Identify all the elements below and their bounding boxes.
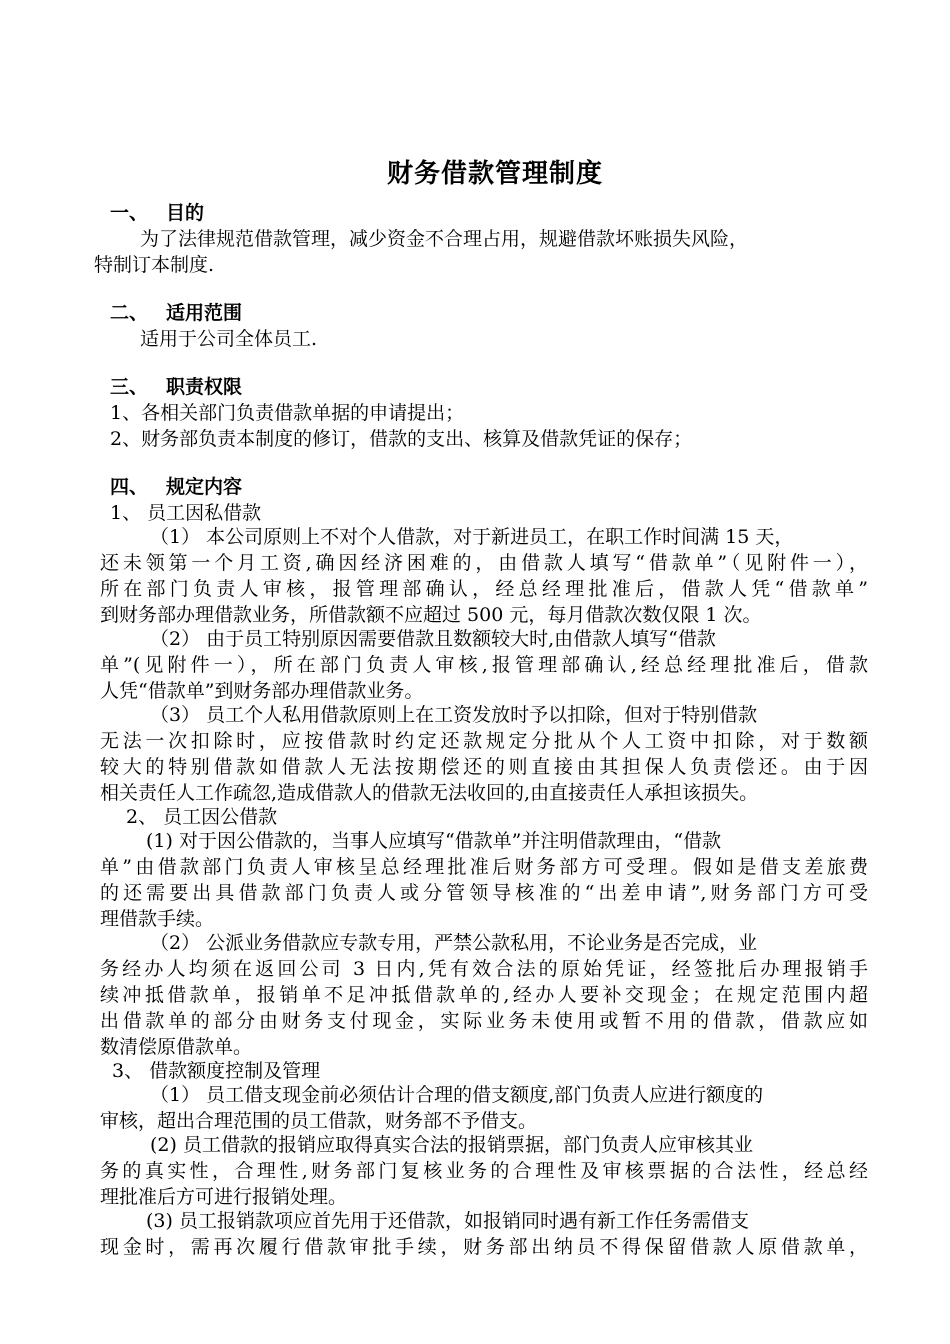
section-number: 四、 <box>110 476 149 498</box>
body-line: （1） 本公司原则上不对个人借款，对于新进员工，在职工作时间满 15 天， <box>150 526 794 548</box>
body-line: 所在部门负责人审核，报管理部确认，经总经理批准后，借款人凭“借款单” <box>100 578 868 600</box>
body-line: (3) 员工报销款项应首先用于还借款，如报销同时遇有新工作任务需借支 <box>146 1210 749 1232</box>
body-line: (2) 员工借款的报销应取得真实合法的报销票据，部门负责人应审核其业 <box>150 1134 753 1156</box>
body-line: 无法一次扣除时，应按借款时约定还款规定分批从个人工资中扣除，对于数额 <box>100 730 868 752</box>
subsection-heading-private-loan: 1、 员工因私借款 <box>110 502 262 524</box>
body-line: 务经办人均须在返回公司 3 日内,凭有效合法的原始凭证，经签批后办理报销手 <box>100 958 868 980</box>
body-line: 2、财务部负责本制度的修订，借款的支出、核算及借款凭证的保存； <box>110 428 693 450</box>
body-line: 单”(见附件一），所在部门负责人审核,报管理部确认,经总经理批准后，借款 <box>100 654 868 676</box>
section-title: 适用范围 <box>166 302 243 324</box>
body-line: 理借款手续。 <box>100 908 215 930</box>
body-line: 还未领第一个月工资,确因经济困难的，由借款人填写“借款单”（见附件一）， <box>100 552 868 574</box>
body-line: 1、各相关部门负责借款单据的申请提出； <box>110 402 465 424</box>
body-line: (1) 对于因公借款的，当事人应填写“借款单”并注明借款理由，“借款 <box>146 830 722 852</box>
body-line: 续冲抵借款单，报销单不足冲抵借款单的,经办人要补交现金；在规定范围内超 <box>100 984 868 1006</box>
body-line: （3） 员工个人私用借款原则上在工资发放时予以扣除，但对于特别借款 <box>150 704 758 726</box>
body-line: 相关责任人工作疏忽,造成借款人的借款无法收回的,由直接责任人承担该损失。 <box>100 782 759 804</box>
section-heading-responsibilities <box>110 374 242 400</box>
body-line: 适用于公司全体员工. <box>140 328 318 350</box>
section-number: 三、 <box>110 376 149 398</box>
body-line: 审核，超出合理范围的员工借款，财务部不予借支。 <box>100 1110 538 1132</box>
subsection-heading-loan-limit: 3、 借款额度控制及管理 <box>112 1060 321 1082</box>
document-title: 财务借款管理制度 <box>386 159 603 189</box>
body-line: 人凭“借款单”到财务部办理借款业务。 <box>100 680 424 702</box>
body-line: 单”由借款部门负责人审核呈总经理批准后财务部方可受理。假如是借支差旅费 <box>100 856 868 878</box>
body-line: 特制订本制度. <box>94 254 215 276</box>
body-line: （1） 员工借支现金前必须估计合理的借支额度,部门负责人应进行额度的 <box>150 1084 764 1106</box>
body-line: 较大的特别借款如借款人无法按期偿还的则直接由其担保人负责偿还。由于因 <box>100 756 868 778</box>
section-heading-scope <box>110 300 242 326</box>
section-title: 职责权限 <box>166 376 243 398</box>
section-heading-regulations <box>110 474 242 500</box>
section-title: 目的 <box>166 202 205 224</box>
body-line: 出借款单的部分由财务支付现金，实际业务未使用或暂不用的借款，借款应如 <box>100 1010 868 1032</box>
body-line: 现金时，需再次履行借款审批手续，财务部出纳员不得保留借款人原借款单， <box>100 1236 868 1258</box>
section-number: 一、 <box>110 202 149 224</box>
body-line: 到财务部办理借款业务，所借款额不应超过 500 元，每月借款次数仅限 1 次。 <box>100 604 762 626</box>
body-line: 理批准后方可进行报销处理。 <box>100 1186 348 1208</box>
body-line: 为了法律规范借款管理，减少资金不合理占用，规避借款坏账损失风险， <box>140 228 749 250</box>
section-number: 二、 <box>110 302 149 324</box>
body-line: （2） 由于员工特别原因需要借款且数额较大时,由借款人填写“借款 <box>150 628 716 650</box>
body-line: 数清偿原借款单。 <box>100 1036 253 1058</box>
subsection-heading-business-loan: 2、 员工因公借款 <box>126 806 278 828</box>
body-line: 务的真实性，合理性,财务部门复核业务的合理性及审核票据的合法性，经总经 <box>100 1160 868 1182</box>
section-heading-purpose <box>110 200 204 226</box>
section-title: 规定内容 <box>166 476 243 498</box>
body-line: 的还需要出具借款部门负责人或分管领导核准的“出差申请”,财务部门方可受 <box>100 882 868 904</box>
body-line: （2） 公派业务借款应专款专用，严禁公款私用，不论业务是否完成，业 <box>150 932 758 954</box>
